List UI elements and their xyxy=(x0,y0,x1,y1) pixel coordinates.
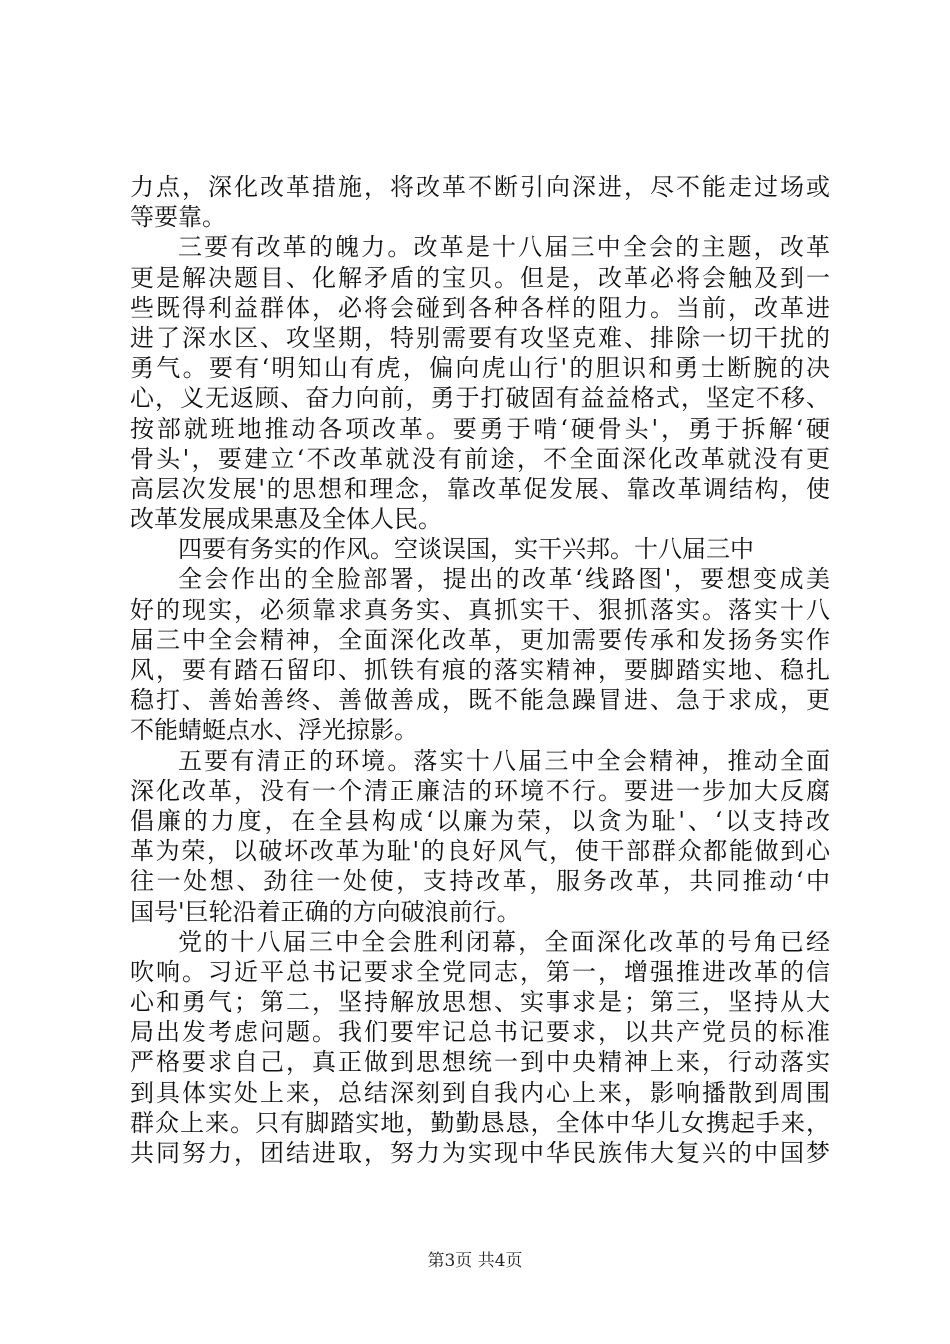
text-line: 深化改革，没有一个清正廉洁的环境不行。要进一步加大反腐 xyxy=(130,776,830,805)
text-line: 局出发考虑问题。我们要牢记总书记要求，以共产党员的标准 xyxy=(130,1018,830,1047)
text-line: 等要靠。 xyxy=(130,203,226,232)
text-line: 改革发展成果惠及全体人民。 xyxy=(130,505,442,534)
page-footer: 第3页 共4页 xyxy=(427,1251,523,1271)
text-line: 群众上来。只有脚踏实地，勤勤恳恳，全体中华儿女携起手来， xyxy=(130,1108,830,1137)
text-line: 更是解决题目、化解矛盾的宝贝。但是，改革必将会触及到一 xyxy=(130,263,830,292)
text-line: 不能蜻蜓点水、浮光掠影。 xyxy=(130,716,418,745)
text-line: 力点，深化改革措施，将改革不断引向深进，尽不能走过场或 xyxy=(130,173,830,201)
text-line: 四要有务实的作风。空谈误国，实干兴邦。十八届三中 xyxy=(178,535,754,564)
text-line: 届三中全会精神，全面深化改革，更加需要传承和发扬务实作 xyxy=(130,625,830,654)
text-line: 严格要求自己，真正做到思想统一到中央精神上来，行动落实 xyxy=(130,1048,830,1077)
text-line: 吹响。习近平总书记要求全党同志，第一，增强推进改革的信 xyxy=(130,957,830,986)
text-line: 到具体实处上来，总结深刻到自我内心上来，影响播散到周围 xyxy=(130,1078,830,1107)
text-line: 勇气。要有‘明知山有虎，偏向虎山行'的胆识和勇士断腕的决 xyxy=(130,354,830,383)
text-line: 往一处想、劲往一处使，支持改革，服务改革，共同推动‘中 xyxy=(130,867,830,896)
text-line: 稳打、善始善终、善做善成，既不能急躁冒进、急于求成，更 xyxy=(130,686,830,715)
text-line: 心，义无返顾、奋力向前，勇于打破固有益益格式，坚定不移、 xyxy=(130,384,830,413)
text-line: 好的现实，必须靠求真务实、真抓实干、狠抓落实。落实十八 xyxy=(130,595,830,624)
text-line: 倡廉的力度，在全县构成‘以廉为荣，以贪为耻'、‘以支持改 xyxy=(130,806,830,835)
text-line: 三要有改革的魄力。改革是十八届三中全会的主题，改革 xyxy=(178,233,830,262)
text-line: 五要有清正的环境。落实十八届三中全会精神，推动全面 xyxy=(178,746,830,775)
text-line: 风，要有踏石留印、抓铁有痕的落实精神，要脚踏实地、稳扎 xyxy=(130,656,830,684)
text-line: 国号'巨轮沿着正确的方向破浪前行。 xyxy=(130,897,521,926)
text-line: 革为荣，以破坏改革为耻'的良好风气，使干部群众都能做到心 xyxy=(130,837,830,866)
text-line: 心和勇气；第二，坚持解放思想、实事求是；第三，坚持从大 xyxy=(130,988,830,1017)
text-line: 共同努力，团结进取，努力为实现中华民族伟大复兴的中国梦 xyxy=(130,1139,830,1167)
text-line: 骨头'，要建立‘不改革就没有前途，不全面深化改革就没有更 xyxy=(130,444,830,473)
document-body xyxy=(130,172,830,1168)
text-line: 进了深水区、攻坚期，特别需要有攻坚克难、排除一切干扰的 xyxy=(130,323,830,352)
text-line: 全会作出的全脸部署，提出的改革‘线路图'，要想变成美 xyxy=(178,565,830,594)
text-line: 按部就班地推动各项改革。要勇于啃‘硬骨头'，勇于拆解‘硬 xyxy=(130,414,830,443)
text-line: 党的十八届三中全会胜利闭幕，全面深化改革的号角已经 xyxy=(178,927,830,956)
text-line: 高层次发展'的思想和理念，靠改革促发展、靠改革调结构，使 xyxy=(130,474,830,503)
text-line: 些既得利益群体，必将会碰到各种各样的阻力。当前，改革进 xyxy=(130,293,830,322)
